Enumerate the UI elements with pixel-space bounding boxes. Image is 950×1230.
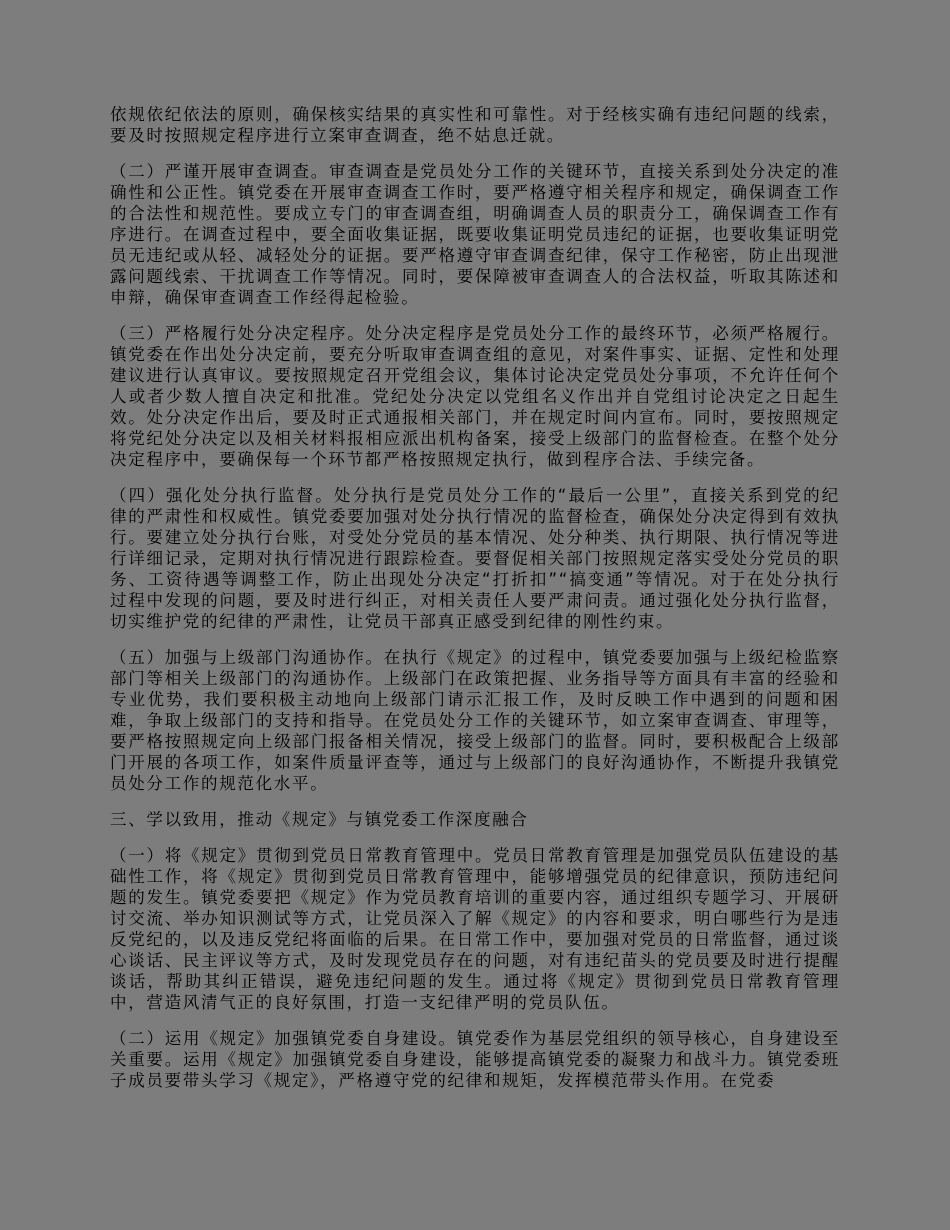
paragraph-section-4: （四）强化处分执行监督。处分执行是党员处分工作的“最后一公里”，直接关系到党的纪律的严肃性和权威性。镇党委要加强对处分执行情况的监督检查，确保处分决定得到有效执行。要建立处分执行台账，对受处分党员的基本情况、处分种类、执行期限、执行情况等进行详细记录，定期对执行情况进行跟踪检查。要督促相关部门按照规定落实受处分党员的职务、工资待遇等调整工作，防止出现处分决定“打折扣”“搞变通”等情况。对于在处分执行过程中发现的问题，要及时进行纠正，对相关责任人要严肃问责。通过强化处分执行监督，切实维护党的纪律的严肃性，让党员干部真正感受到纪律的刚性约束。 bbox=[110, 486, 840, 631]
paragraph-section-1-part3: （一）将《规定》贯彻到党员日常教育管理中。党员日常教育管理是加强党员队伍建设的基础性工作，将《规定》贯彻到党员日常教育管理中，能够增强党员的纪律意识，预防违纪问题的发生。镇党委要把《规定》作为党员教育培训的重要内容，通过组织专题学习、开展研讨交流、举办知识测试等方式，让党员深入了解《规定》的内容和要求，明白哪些行为是违反党纪的，以及违反党纪将面临的后果。在日常工作中，要加强对党员的日常监督，通过谈心谈话、民主评议等方式，及时发现党员存在的问题，对有违纪苗头的党员要及时进行提醒谈话，帮助其纠正错误，避免违纪问题的发生。通过将《规定》贯彻到党员日常教育管理中，营造风清气正的良好氛围，打造一支纪律严明的党员队伍。 bbox=[110, 846, 840, 1012]
paragraph-section-2: （二）严谨开展审查调查。审查调查是党员处分工作的关键环节，直接关系到处分决定的准确性和公正性。镇党委在开展审查调查工作时，要严格遵守相关程序和规定，确保调查工作的合法性和规范性。要成立专门的审查调查组，明确调查人员的职责分工，确保调查工作有序进行。在调查过程中，要全面收集证据，既要收集证明党员违纪的证据，也要收集证明党员无违纪或从轻、减轻处分的证据。要严格遵守审查调查纪律，保守工作秘密，防止出现泄露问题线索、干扰调查工作等情况。同时，要保障被审查调查人的合法权益，听取其陈述和申辩，确保审查调查工作经得起检验。 bbox=[110, 162, 840, 307]
document-content bbox=[110, 0, 840, 1091]
section-heading: 三、学以致用，推动《规定》与镇党委工作深度融合 bbox=[110, 810, 529, 829]
paragraph-section-3: （三）严格履行处分决定程序。处分决定程序是党员处分工作的最终环节，必须严格履行。镇党委在作出处分决定前，要充分听取审查调查组的意见，对案件事实、证据、定性和处理建议进行认真审议。要按照规定召开党组会议，集体讨论决定党员处分事项，不允许任何个人或者少数人擅自决定和批准。党纪处分决定以党组名义作出并自党组讨论决定之日起生效。处分决定作出后，要及时正式通报相关部门，并在规定时间内宣布。同时，要按照规定将党纪处分决定以及相关材料报相应派出机构备案，接受上级部门的监督检查。在整个处分决定程序中，要确保每一个环节都严格按照规定执行，做到程序合法、手续完备。 bbox=[110, 324, 840, 469]
paragraph-section-5: （五）加强与上级部门沟通协作。在执行《规定》的过程中，镇党委要加强与上级纪检监察部门等相关上级部门的沟通协作。上级部门在政策把握、业务指导等方面具有丰富的经验和专业优势，我们要积极主动地向上级部门请示汇报工作，及时反映工作中遇到的问题和困难，争取上级部门的支持和指导。在党员处分工作的关键环节，如立案审查调查、审理等，要严格按照规定向上级部门报备相关情况，接受上级部门的监督。同时，要积极配合上级部门开展的各项工作，如案件质量评查等，通过与上级部门的良好沟通协作，不断提升我镇党员处分工作的规范化水平。 bbox=[110, 648, 840, 793]
paragraph-continuation: 依规依纪依法的原则，确保核实结果的真实性和可靠性。对于经核实确有违纪问题的线索，要及时按照规定程序进行立案审查调查，绝不姑息迁就。 bbox=[110, 105, 840, 145]
paragraph-section-2-part3: （二）运用《规定》加强镇党委自身建设。镇党委作为基层党组织的领导核心，自身建设至关重要。运用《规定》加强镇党委自身建设，能够提高镇党委的凝聚力和战斗力。镇党委班子成员要带头学习《规定》，严格遵守党的纪律和规矩，发挥模范带头作用。在党委 bbox=[110, 1029, 840, 1090]
